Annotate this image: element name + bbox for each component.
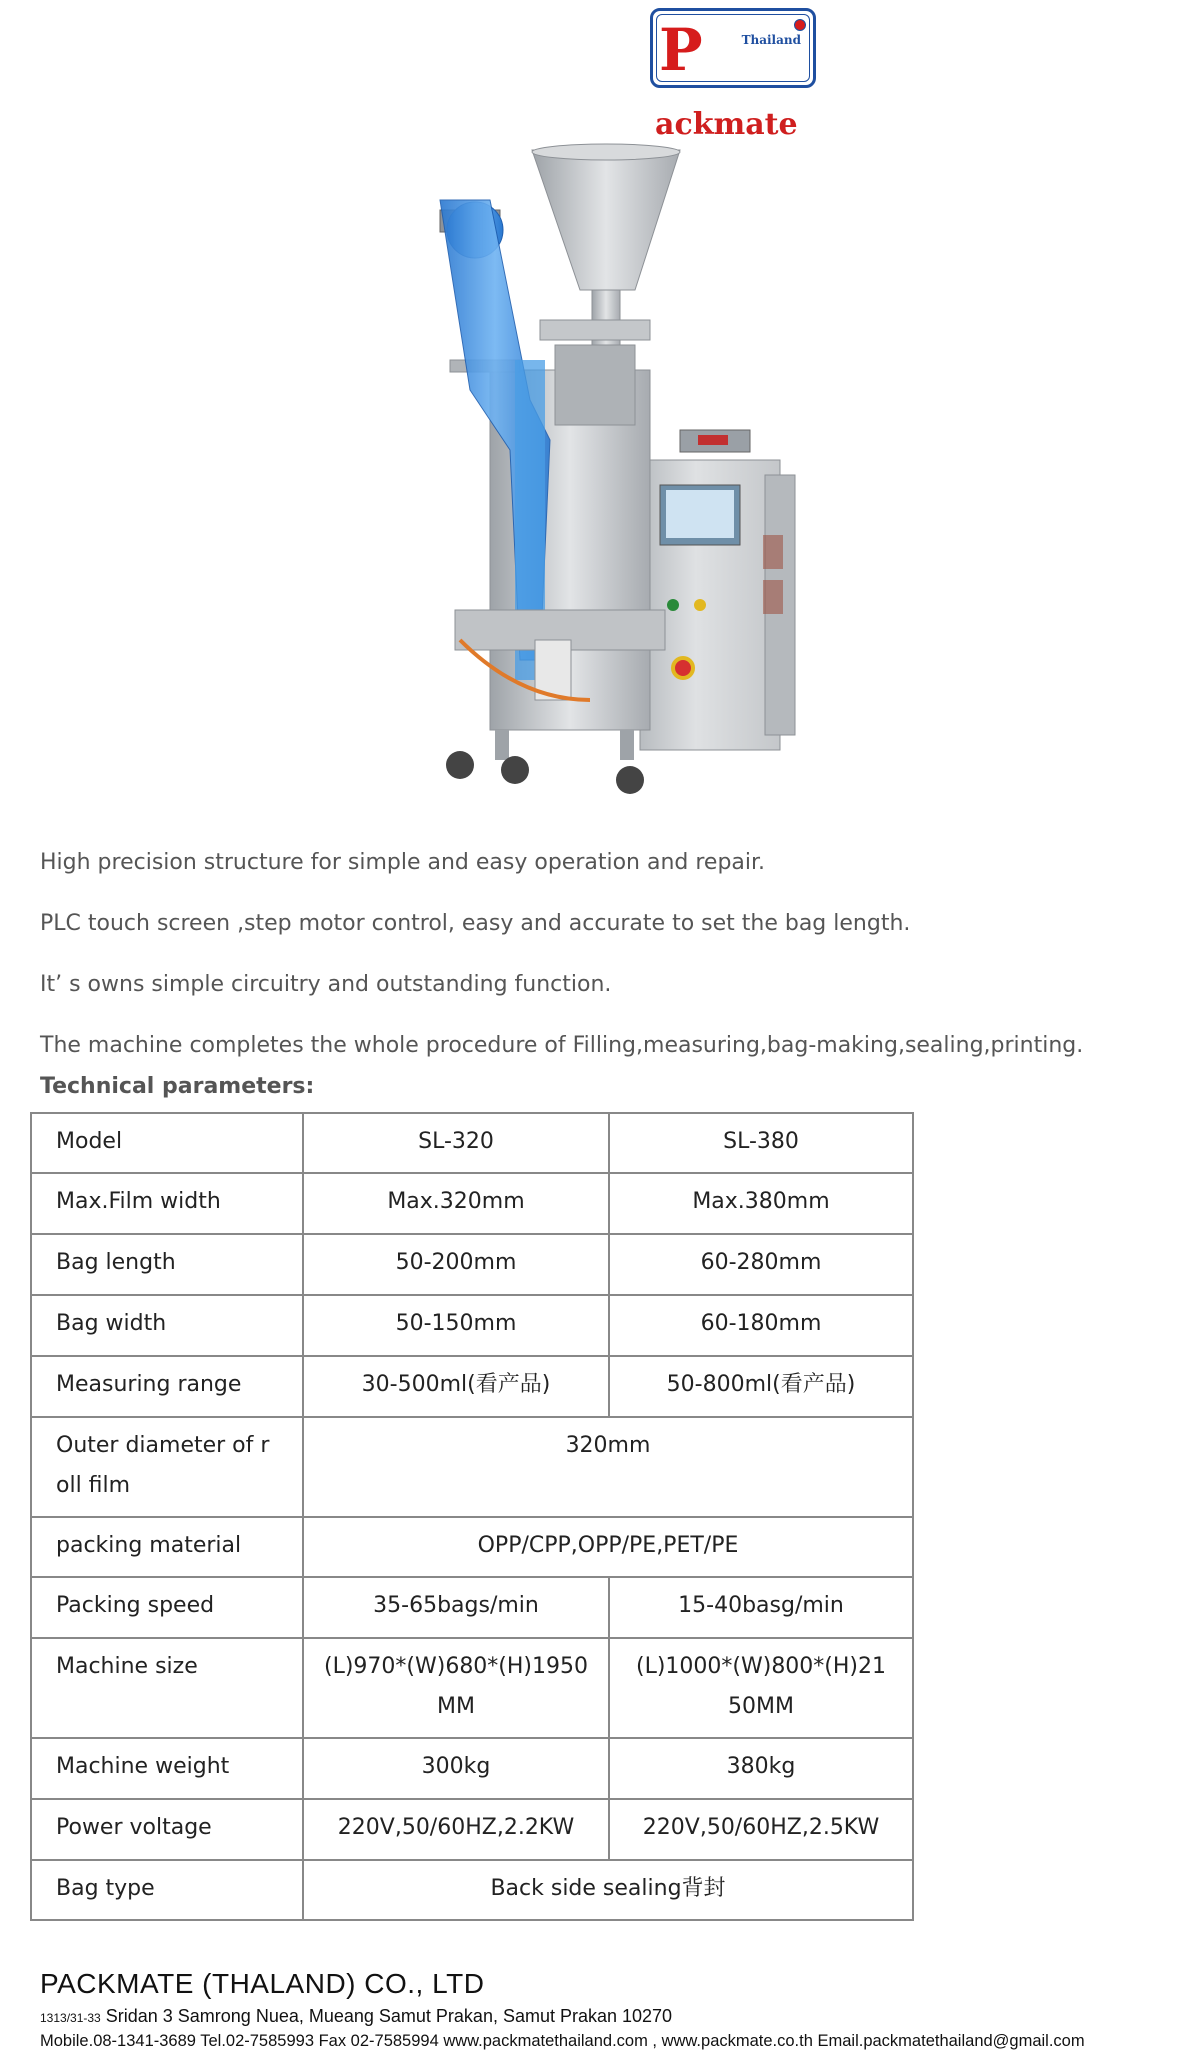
table-cell-value: Max.380mm: [609, 1173, 913, 1234]
table-cell-value: 320mm: [303, 1417, 913, 1517]
table-cell-value: OPP/CPP,OPP/PE,PET/PE: [303, 1517, 913, 1577]
table-cell-value: SL-380: [609, 1113, 913, 1173]
table-row: [31, 1799, 913, 1860]
table-row: [31, 1113, 913, 1173]
table-cell-value: Back side sealing背封: [303, 1860, 913, 1920]
table-cell-label: Bag length: [31, 1234, 303, 1295]
description-line-1: High precision structure for simple and easy operation and repair.: [40, 850, 766, 875]
address-number: 1313/31-33: [40, 2011, 101, 2025]
table-cell-label: Machine weight: [31, 1738, 303, 1799]
table-row: [31, 1417, 913, 1517]
table-cell-value: 15-40basg/min: [609, 1577, 913, 1638]
table-cell-value: 50-150mm: [303, 1295, 609, 1356]
table-cell-label: Max.Film width: [31, 1173, 303, 1234]
technical-parameters-title: Technical parameters:: [40, 1074, 315, 1099]
table-row: [31, 1173, 913, 1234]
table-cell-label: packing material: [31, 1517, 303, 1577]
table-cell-value: 30-500ml(看产品): [303, 1356, 609, 1417]
table-row: [31, 1860, 913, 1920]
description-line-4: The machine completes the whole procedure of Filling,measuring,bag-making,sealing,printing.: [40, 1033, 1084, 1058]
table-cell-label: Measuring range: [31, 1356, 303, 1417]
table-cell-value: SL-320: [303, 1113, 609, 1173]
table-cell-value: 220V,50/60HZ,2.2KW: [303, 1799, 609, 1860]
description-line-2: PLC touch screen ,step motor control, easy and accurate to set the bag length.: [40, 911, 911, 936]
company-contact: Mobile.08-1341-3689 Tel.02-7585993 Fax 02-7585994 www.packmatethailand.com , www.packmate.co.th Email.packmatethailand@gmail.com: [40, 2032, 1085, 2050]
table-cell-label: Power voltage: [31, 1799, 303, 1860]
company-name: PACKMATE (THALAND) CO., LTD: [40, 1968, 485, 1999]
table-row: [31, 1738, 913, 1799]
logo-country: Thailand: [741, 33, 801, 47]
address-text: Sridan 3 Samrong Nuea, Mueang Samut Prakan, Samut Prakan 10270: [100, 2006, 673, 2026]
table-cell-label: Model: [31, 1113, 303, 1173]
table-cell-value: 300kg: [303, 1738, 609, 1799]
table-cell-value: 35-65bags/min: [303, 1577, 609, 1638]
table-cell-label: Bag type: [31, 1860, 303, 1920]
table-cell-label: Packing speed: [31, 1577, 303, 1638]
table-row: [31, 1356, 913, 1417]
table-cell-label: Outer diameter of r oll film: [31, 1417, 303, 1517]
description-line-3: It’ s owns simple circuitry and outstanding function.: [40, 972, 612, 997]
packmate-logo: [650, 8, 816, 142]
table-cell-value: 220V,50/60HZ,2.5KW: [609, 1799, 913, 1860]
company-address: [40, 2006, 672, 2027]
logo-brand-rest: ackmate: [655, 107, 798, 142]
table-cell-value: (L)1000*(W)800*(H)21 50MM: [609, 1638, 913, 1738]
table-cell-value: 50-200mm: [303, 1234, 609, 1295]
packing-machine-image: [380, 140, 800, 800]
table-cell-value: Max.320mm: [303, 1173, 609, 1234]
table-cell-label: Bag width: [31, 1295, 303, 1356]
table-cell-value: 60-280mm: [609, 1234, 913, 1295]
table-cell-label: Machine size: [31, 1638, 303, 1738]
table-cell-value: 50-800ml(看产品): [609, 1356, 913, 1417]
table-cell-value: 60-180mm: [609, 1295, 913, 1356]
logo-brand: [655, 16, 813, 142]
table-row: [31, 1234, 913, 1295]
table-row: [31, 1638, 913, 1738]
table-cell-value: 380kg: [609, 1738, 913, 1799]
table-cell-value: (L)970*(W)680*(H)1950 MM: [303, 1638, 609, 1738]
logo-brand-initial: P: [659, 16, 703, 84]
table-row: [31, 1295, 913, 1356]
table-row: [31, 1577, 913, 1638]
technical-parameters-table: [30, 1112, 914, 1921]
table-row: [31, 1517, 913, 1577]
